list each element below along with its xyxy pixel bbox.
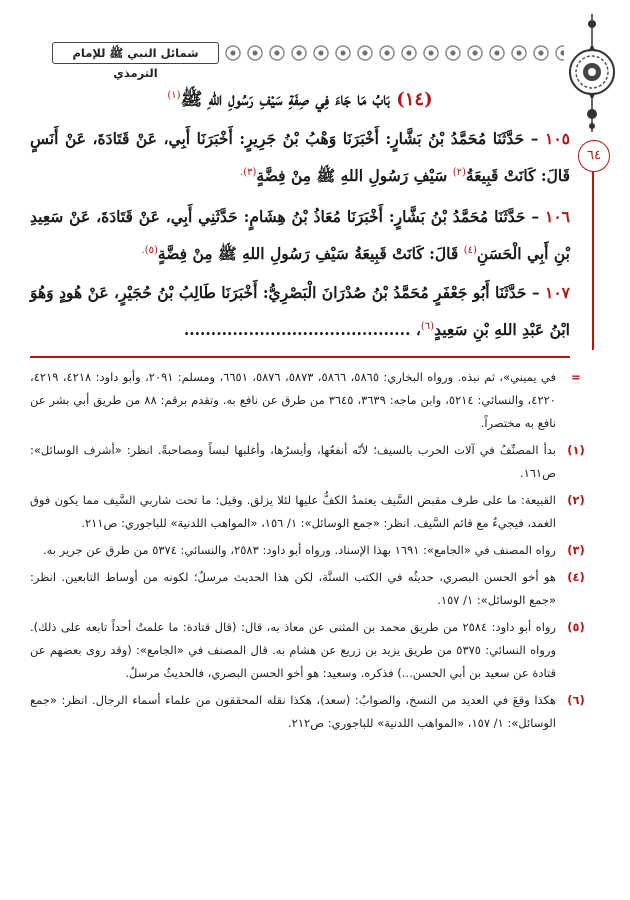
footnote-item <box>30 366 590 435</box>
page-header <box>52 42 564 80</box>
footnote-item <box>30 689 590 735</box>
hadith-text: حَدَّثَنَا مُحَمَّدُ بْنُ بَشَّارٍ: أَخْبَرَنَا مُعَاذُ بْنُ هِشَامٍ: حَدَّثَنِي أَبِي، عَنْ قَتَادَةَ، عَنْ سَعِيدِ بْنِ أَبِي الْحَسَنِ <box>30 207 570 264</box>
header-ornament-strip <box>222 42 564 64</box>
hadith-number: ١٠٥ <box>545 129 571 148</box>
footnote-text: رواه المصنف في «الجامع»: ١٦٩١ بهذا الإسناد. ورواه أبو داود: ٢٥٨٣، والنسائي: ٥٣٧٤ من طرق عن جرير به. <box>42 543 556 557</box>
footnote-ref: (٥). <box>141 245 158 256</box>
hadith-text-cont: ، .......................................... <box>183 320 421 340</box>
footnote-marker: (١) <box>567 443 585 457</box>
page-number: ٦٤ <box>578 140 610 172</box>
book-title-box <box>52 42 219 80</box>
hadith-105: ١٠٥ – حَدَّثَنَا مُحَمَّدُ بْنُ بَشَّارٍ: أَخْبَرَنَا وَهْبُ بْنُ جَرِيرٍ: أَخْبَرَنَا أَبِي، عَنْ قَتَادَةَ، عَنْ أَنَسٍ قَالَ: كَانَتْ قَبِيعَةُ$^{(٢)}$ سَيْفِ رَسُولِ اللهِ ﷺ مِنْ فِضَّةٍ$^{(٣).}$ <box>30 129 571 186</box>
chapter-number: (١٤) <box>396 89 433 110</box>
footnote-text: هكذا وقعَ في العديد من النسخ، والصوابُ: (سعد)، هكذا نقله المحققون من علماء أسماء الرجال. انظر: «جمع الوسائل»: ١/ ١٥٧، «المواهب اللدنية» للباجوري: ص٢١٢. <box>30 693 556 730</box>
footnote-ref: (٣). <box>240 167 257 178</box>
footnote-ref: (٢) <box>452 167 466 178</box>
footnote-marker: (٢) <box>567 493 585 507</box>
hadith-text: حَدَّثَنَا أَبُو جَعْفَرٍ مُحَمَّدُ بْنُ صُدْرَانَ الْبَصْرِيُّ: أَخْبَرَنَا طَالِبُ بْنُ حُجَيْرٍ، عَنْ هُودٍ وَهُوَ ابْنُ عَبْدِ اللهِ بْنِ سَعِيدٍ <box>30 283 570 340</box>
hadith-text: حَدَّثَنَا مُحَمَّدُ بْنُ بَشَّارٍ: أَخْبَرَنَا وَهْبُ بْنُ جَرِيرٍ: أَخْبَرَنَا أَبِي، عَنْ قَتَادَةَ، عَنْ أَنَسٍ قَالَ: كَانَتْ قَبِيعَةُ <box>30 129 570 186</box>
footnote-ref: (١) <box>167 90 181 101</box>
footnote-text: في يميني»، ثم نبذه. ورواه البخاري: ٥٨٦٥، ٥٨٦٦، ٥٨٧٣، ٥٨٧٦، ٦٦٥١، ومسلم: ٢٠٩١، وأبو داود: ٤٢١٨، ٤٢١٩، ٤٢٢٠، والنسائي: ٥٢١٤، وابن ماجه: ٣٦٣٩، ٣٦٤٥ من طرق عن نافع به. وتقدم برقم: ٨٨ من طريق أبي بشر عن نافع به مختصراً. <box>30 370 556 430</box>
ornamental-medallion-icon <box>568 14 616 132</box>
footnote-text: بدأ المصنِّفُ في آلات الحرب بالسيف؛ لأنّه أنفعُها، وأيسرُها، وأغلبها لبساً ومصاحبةً. انظر: «أشرف الوسائل»: ص١٦١. <box>30 443 556 480</box>
footnote-item <box>30 539 590 562</box>
hadith-107: ١٠٧ – حَدَّثَنَا أَبُو جَعْفَرٍ مُحَمَّدُ بْنُ صُدْرَانَ الْبَصْرِيُّ: أَخْبَرَنَا طَالِبُ بْنُ حُجَيْرٍ، عَنْ هُودٍ وَهُوَ ابْنُ عَبْدِ اللهِ بْنِ سَعِيدٍ$^{(٦)}$، .......................................... <box>30 283 570 340</box>
margin-rule <box>592 172 594 350</box>
hadith-number: ١٠٧ <box>545 283 570 302</box>
footnote-item <box>30 616 590 685</box>
footnote-ref: (٤) <box>463 245 477 256</box>
footnote-text: القبيعة: ما على طرف مقبض السَّيف يعتمدُ الكفُّ عليها لئلا يزلق. وقيل: ما تحت شاربي السَّيف مما يكون فوق الغمد، فيجيءُ مع قائم السَّيف. انظر: «جمع الوسائل»: ١/ ١٥٦، «المواهب اللدنية» للباجوري: ص٢١١. <box>30 493 556 530</box>
book-title: شمائل النبي ﷺ للإمام الترمذي <box>72 46 199 80</box>
footnote-text: رواه أبو داود: ٢٥٨٤ من طريق محمد بن المثنى عن معاذ به، قال: (قال قتادة: ما علمتُ أحداً تابعه على ذلك). ورواه النسائي: ٥٣٧٥ من طريق يزيد بن زريع عن هشام به. قال المصنف في «الجامع»: (وقد روى بعضهم عن قتادة عن سعيد بن أبي الحسن...) فذكره. وسعيد: هو أخو الحسن البصري، فالحديثُ مرسلٌ. <box>30 620 556 680</box>
hadith-106: ١٠٦ – حَدَّثَنَا مُحَمَّدُ بْنُ بَشَّارٍ: أَخْبَرَنَا مُعَاذُ بْنُ هِشَامٍ: حَدَّثَنِي أَبِي، عَنْ قَتَادَةَ، عَنْ سَعِيدِ بْنِ أَبِي الْحَسَنِ$^{(٤)}$ قَالَ: كَانَتْ قَبِيعَةُ سَيْفِ رَسُولِ اللهِ ﷺ مِنْ فِضَّةٍ$^{(٥).}$ <box>30 207 571 264</box>
footnote-marker: (٤) <box>567 570 585 584</box>
chapter-title <box>30 88 570 114</box>
footnotes <box>30 366 590 739</box>
footnote-text: هو أخو الحسن البصري، حديثُه في الكتب الستَّة، لكن هذا الحديث مرسلٌ؛ لكونه من أوساط التابعين. انظر: «جمع الوسائل»: ١/ ١٥٧. <box>30 570 556 607</box>
hadith-number: ١٠٦ <box>545 207 571 226</box>
footnote-item <box>30 566 590 612</box>
chapter-title-text: بَابُ مَا جَاءَ فِي صِفَةِ سَيْفِ رَسُولِ اللهِ ﷺ <box>180 89 390 110</box>
footnote-marker: (٦) <box>567 693 585 707</box>
footnote-marker: (٥) <box>567 620 585 634</box>
footnote-item <box>30 489 590 535</box>
footnote-ref: (٦) <box>420 321 435 332</box>
footnote-divider <box>30 356 570 358</box>
footnote-marker: = <box>571 370 581 384</box>
hadith-text-cont: قَالَ: كَانَتْ قَبِيعَةُ سَيْفِ رَسُولِ اللهِ ﷺ مِنْ فِضَّةٍ <box>157 244 459 264</box>
footnote-item <box>30 439 590 485</box>
footnote-marker: (٣) <box>567 543 585 557</box>
hadith-text-cont: سَيْفِ رَسُولِ اللهِ ﷺ مِنْ فِضَّةٍ <box>256 166 448 186</box>
